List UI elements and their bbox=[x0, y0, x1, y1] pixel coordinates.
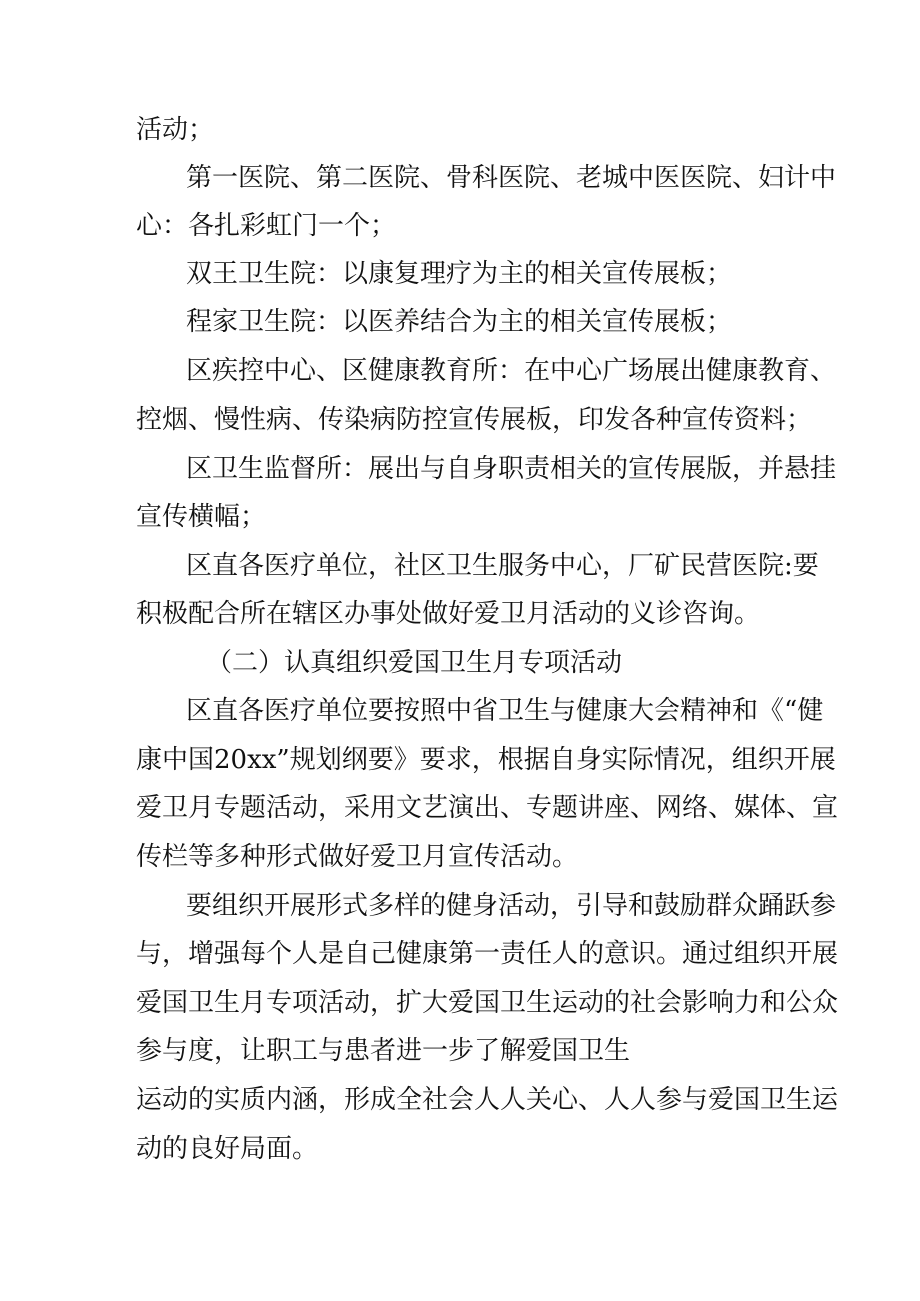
text-line: 区直各医疗单位要按照中省卫生与健康大会精神和《“健 bbox=[186, 696, 824, 726]
text-line: 区卫生监督所：展出与自身职责相关的宣传展版，并悬挂 bbox=[186, 454, 837, 484]
text-line: 积极配合所在辖区办事处做好爱卫月活动的义诊咨询。 bbox=[136, 599, 761, 629]
text-line: 传栏等多种形式做好爱卫月宣传活动。 bbox=[136, 842, 579, 872]
text-line: 康中国20xx”规划纲要》要求，根据自身实际情况，组织开展 bbox=[136, 745, 836, 775]
section-heading: （二）认真组织爱国卫生月专项活动 bbox=[206, 648, 623, 678]
text-line: 动的良好局面。 bbox=[136, 1134, 319, 1164]
text-line: 双王卫生院：以康复理疗为主的相关宣传展板； bbox=[186, 259, 733, 289]
text-line: 心：各扎彩虹门一个； bbox=[136, 211, 397, 241]
text-line: 参与度，让职工与患者进一步了解爱国卫生 bbox=[136, 1036, 631, 1066]
text-line: 区疾控中心、区健康教育所：在中心广场展出健康教育、 bbox=[186, 356, 837, 386]
text-line: 运动的实质内涵，形成全社会人人关心、人人参与爱国卫生运 bbox=[136, 1085, 839, 1115]
text-line: 与，增强每个人是自己健康第一责任人的意识。通过组织开展 bbox=[136, 939, 839, 969]
text-line: 第一医院、第二医院、骨科医院、老城中医医院、妇计中 bbox=[186, 163, 837, 193]
text-line: 活动； bbox=[136, 115, 215, 145]
text-line: 区直各医疗单位，社区卫生服务中心，厂矿民营医院:要 bbox=[186, 551, 819, 581]
text-line: 要组织开展形式多样的健身活动，引导和鼓励群众踊跃参 bbox=[186, 891, 837, 921]
text-line: 程家卫生院：以医养结合为主的相关宣传展板； bbox=[186, 307, 733, 337]
text-line: 爱卫月专题活动，采用文艺演出、专题讲座、网络、媒体、宣 bbox=[136, 793, 839, 823]
text-line: 宣传横幅； bbox=[136, 502, 267, 532]
text-line: 爱国卫生月专项活动，扩大爱国卫生运动的社会影响力和公众 bbox=[136, 988, 839, 1018]
text-line: 控烟、慢性病、传染病防控宣传展板，印发各种宣传资料； bbox=[136, 405, 813, 435]
